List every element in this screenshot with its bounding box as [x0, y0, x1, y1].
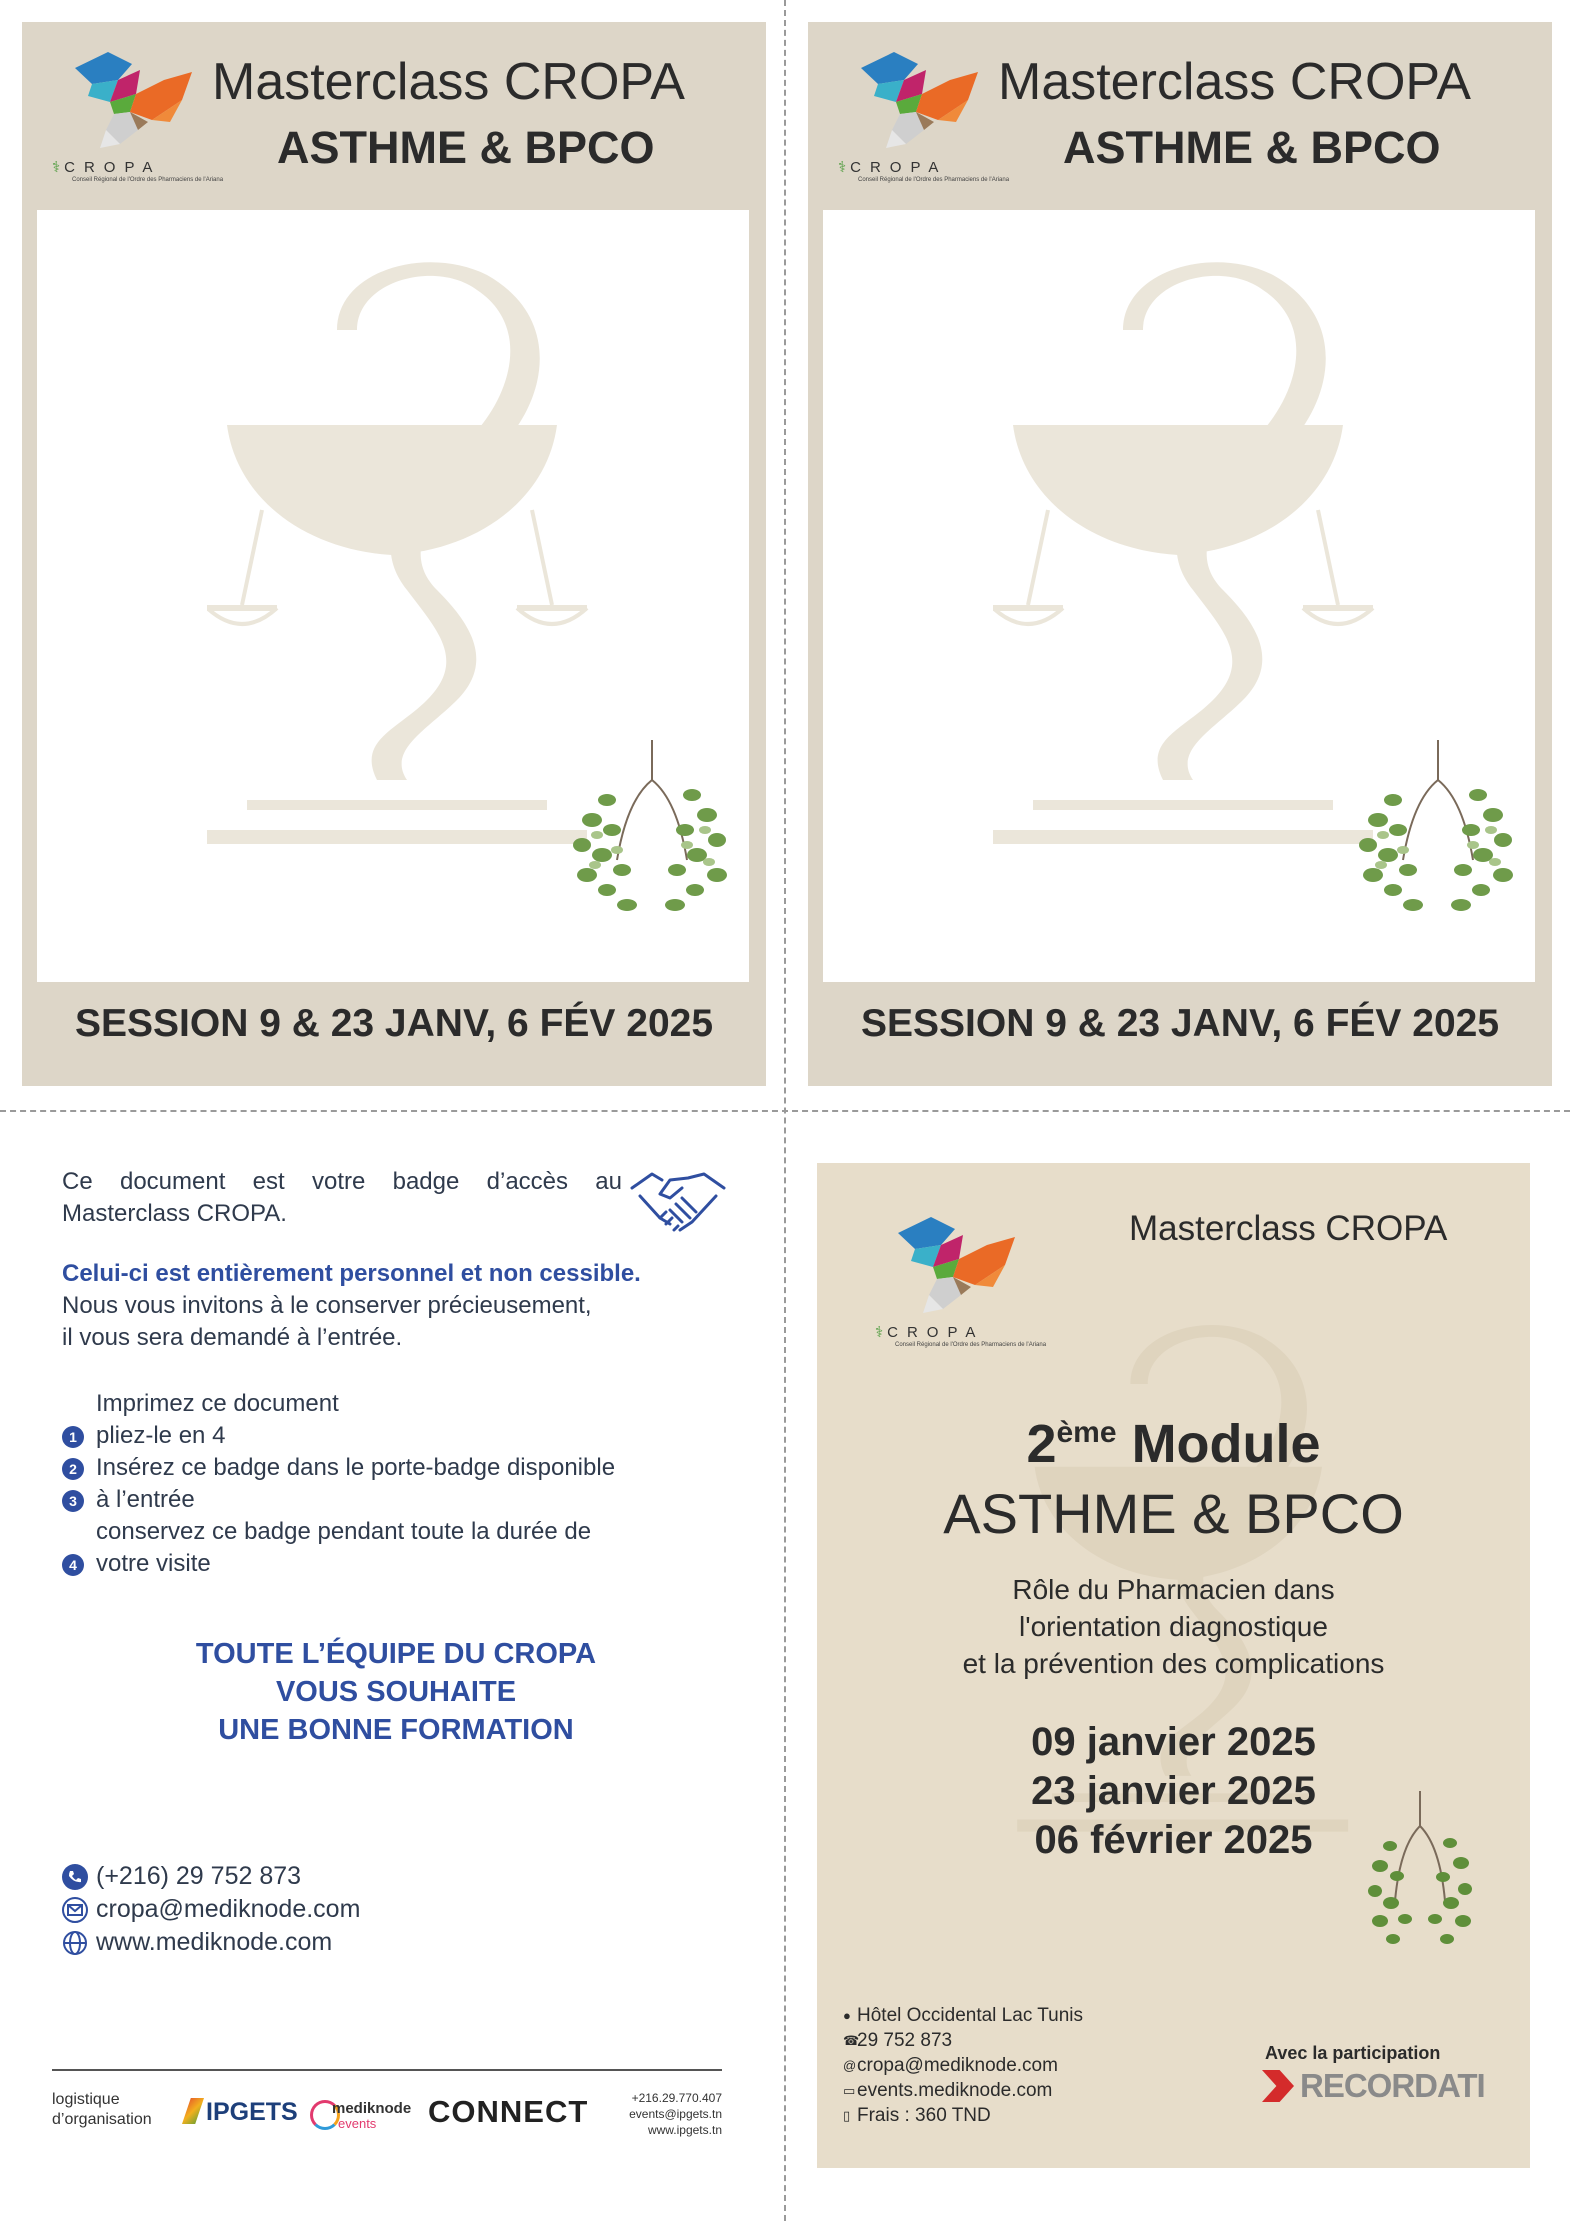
session-date: 23 janvier 2025	[1031, 1769, 1316, 1813]
module-description: Rôle du Pharmacien dans l'orientation diagnostique et la prévention des complications	[962, 1574, 1385, 1679]
photo-area	[37, 210, 749, 982]
cropa-logo	[838, 50, 1010, 190]
step-number-badge: 1	[62, 1426, 84, 1448]
wish-line: TOUTE L’ÉQUIPE DU CROPA	[195, 1638, 597, 1670]
cropa-tagline: Conseil Régional de l'Ordre des Pharmaciens de l'Ariana	[858, 177, 1010, 183]
step-number-badge: 3	[62, 1490, 84, 1512]
badge-session: SESSION 9 & 23 JANV, 6 FÉV 2025	[860, 1002, 1500, 1045]
venue-web: ▭ events.mediknode.com	[843, 2080, 1053, 2101]
wish-line: VOUS SOUHAITE	[275, 1676, 517, 1708]
step-text: conservez ce badge pendant toute la durée de	[96, 1518, 592, 1545]
info-emphasis: Celui-ci est entièrement personnel et non cessible.	[62, 1260, 641, 1287]
info-line-keep: Nous vous invitons à le conserver précieusement,	[62, 1292, 592, 1319]
footer-divider	[52, 2069, 722, 2071]
recordati-mark-icon	[1262, 2070, 1294, 2102]
cropa-logo	[875, 1215, 1047, 1355]
badge-subtitle: ASTHME & BPCO	[277, 122, 655, 173]
connect-logo: CONNECT	[428, 2094, 589, 2129]
partner-label: Avec la participation	[1265, 2043, 1441, 2063]
cropa-wordmark: ⚕ CROPA	[52, 159, 162, 176]
mediknode-logo: mediknode events	[310, 2096, 420, 2136]
logistics-label: logistique d’organisation	[52, 2091, 152, 2128]
globe-icon	[62, 1930, 88, 1956]
step-text: Imprimez ce document	[96, 1390, 339, 1417]
cropa-wordmark: ⚕ CROPA	[875, 1324, 985, 1341]
cropa-logo	[52, 50, 224, 190]
step-text: votre visite	[96, 1550, 211, 1577]
ipgets-mark-icon	[182, 2098, 204, 2124]
step-text: Insérez ce badge dans le porte-badge disponible	[96, 1454, 616, 1481]
pharmacy-emblem-icon	[207, 260, 597, 880]
recordati-logo: RECORDATI	[1262, 2067, 1485, 2107]
step-number-badge: 4	[62, 1554, 84, 1576]
step-text: pliez-le en 4	[96, 1422, 226, 1449]
ticket-icon: ▯	[843, 2108, 851, 2123]
step-number-badge: 2	[62, 1458, 84, 1480]
venue-phone: ☎ 29 752 873	[843, 2030, 953, 2051]
info-intro: Ce document est votre badge d’accès au Masterclass CROPA.	[62, 1168, 622, 1227]
lungs-leaves-icon	[1353, 740, 1523, 920]
step-text: à l’entrée	[96, 1486, 195, 1513]
photo-area	[823, 210, 1535, 982]
badge-subtitle: ASTHME & BPCO	[1063, 122, 1441, 173]
organizer-footer	[52, 2090, 722, 2140]
pharmacy-emblem-icon	[993, 260, 1383, 880]
card-title: Masterclass CROPA	[1129, 1209, 1448, 1248]
event-card	[817, 1163, 1530, 2168]
handshake-icon	[630, 1166, 726, 1242]
organizer-contact: +216.29.770.407 events@ipgets.tn www.ipgets.tn	[629, 2091, 722, 2137]
venue-fee: ▯ Frais : 360 TND	[843, 2105, 991, 2126]
venue-details	[843, 2003, 1083, 2128]
cropa-birds-icon	[856, 50, 986, 155]
cropa-tagline: Conseil Régional de l'Ordre des Pharmaciens de l'Ariana	[72, 177, 224, 183]
lungs-leaves-icon	[567, 740, 737, 920]
session-date: 09 janvier 2025	[1031, 1720, 1316, 1764]
lungs-leaves-icon	[1365, 1791, 1475, 1961]
badge-session: SESSION 9 & 23 JANV, 6 FÉV 2025	[74, 1002, 714, 1045]
session-date: 06 février 2025	[1034, 1818, 1313, 1862]
at-icon: @	[843, 2058, 857, 2073]
module-heading: 2ème Module	[1026, 1414, 1321, 1474]
module-topic: ASTHME & BPCO	[943, 1482, 1404, 1545]
ipgets-logo: IPGETS	[182, 2098, 298, 2127]
venue-location: ● Hôtel Occidental Lac Tunis	[843, 2005, 1084, 2026]
location-pin-icon: ●	[843, 2008, 851, 2023]
cropa-birds-icon	[70, 50, 200, 155]
badge-left	[22, 22, 766, 1086]
badge-title: Masterclass CROPA	[998, 53, 1471, 111]
cropa-wordmark: ⚕ CROPA	[838, 159, 948, 176]
fold-line-horizontal	[0, 1110, 1570, 1112]
cropa-birds-icon	[893, 1215, 1023, 1320]
badge-right	[808, 22, 1552, 1086]
info-line-entry: il vous sera demandé à l’entrée.	[62, 1324, 403, 1351]
web-icon: ▭	[843, 2083, 856, 2098]
phone-icon: ☎	[843, 2033, 860, 2048]
team-wish	[62, 1635, 730, 1749]
phone-icon	[62, 1864, 88, 1890]
badge-title: Masterclass CROPA	[212, 53, 685, 111]
wish-line: UNE BONNE FORMATION	[218, 1714, 574, 1746]
venue-email: @ cropa@mediknode.com	[843, 2055, 1058, 2076]
mail-icon	[62, 1897, 88, 1923]
cropa-tagline: Conseil Régional de l'Ordre des Pharmaciens de l'Ariana	[895, 1342, 1047, 1348]
